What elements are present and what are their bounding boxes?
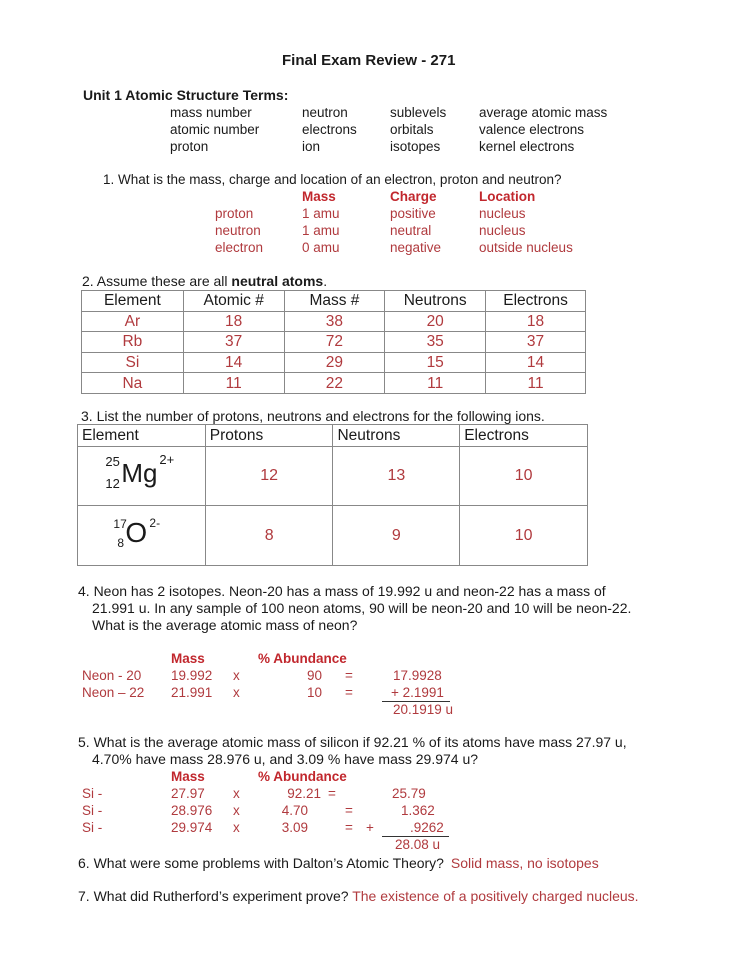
q5-abundance: 92.21 — [287, 786, 321, 801]
q4-eq: = — [345, 668, 353, 683]
col-atomic-number: Atomic # — [183, 291, 284, 312]
col-electrons: Electrons — [460, 425, 588, 447]
ion-notation-o — [111, 511, 171, 555]
q5-header-mass: Mass — [171, 769, 205, 784]
question-1: 1. What is the mass, charge and location of an electron, proton and neutron? — [103, 172, 562, 187]
question-3: 3. List the number of protons, neutrons and electrons for the following ions. — [81, 408, 545, 424]
col-neutrons: Neutrons — [333, 425, 460, 447]
q5-mass: 28.976 — [171, 803, 213, 818]
q4-total: 20.1919 u — [393, 702, 454, 717]
cell: Na — [82, 373, 184, 394]
q1-header-mass: Mass — [302, 189, 336, 204]
q4-op: x — [233, 668, 240, 683]
q5-plus: + — [366, 820, 374, 835]
col-element: Element — [78, 425, 206, 447]
q1-header-location: Location — [479, 189, 536, 204]
cell: 37 — [183, 332, 284, 353]
q1-mass: 0 amu — [302, 240, 340, 255]
q4-product: 17.9928 — [393, 668, 442, 683]
q4-isotope: Neon - 20 — [82, 668, 142, 683]
term: isotopes — [390, 139, 441, 154]
q5-op: x — [233, 786, 240, 801]
cell: 20 — [385, 311, 486, 332]
col-neutrons: Neutrons — [385, 291, 486, 312]
q4-abundance: 90 — [306, 668, 322, 683]
question-5-line-2: 4.70% have mass 28.976 u, and 3.09 % have mass 29.974 u? — [92, 751, 479, 767]
q5-eq: = — [328, 786, 336, 801]
cell: 18 — [183, 311, 284, 332]
q5-op: x — [233, 820, 240, 835]
question-7-answer: The existence of a positively charged nucleus. — [352, 888, 639, 904]
question-4-line-1: 4. Neon has 2 isotopes. Neon-20 has a mass of 19.992 u and neon-22 has a mass of — [78, 583, 606, 599]
q1-particle: proton — [215, 206, 254, 221]
cell: 37 — [486, 332, 586, 353]
cell: 35 — [385, 332, 486, 353]
table-header-row — [82, 291, 586, 312]
cell: 10 — [460, 506, 588, 566]
q4-abundance: 10 — [306, 685, 322, 700]
cell: Si — [82, 352, 184, 373]
col-protons: Protons — [205, 425, 333, 447]
table-row — [82, 352, 586, 373]
q1-particle: neutron — [215, 223, 261, 238]
cell: 8 — [205, 506, 333, 566]
table-row — [82, 373, 586, 394]
cell: 14 — [183, 352, 284, 373]
mass-number: 25 — [105, 453, 120, 469]
page-title: Final Exam Review - 271 — [282, 52, 456, 69]
q4-mass: 19.992 — [171, 668, 213, 683]
cell: 38 — [284, 311, 385, 332]
question-2-bold: neutral atoms — [231, 273, 324, 289]
ion-notation-mg — [101, 452, 181, 496]
question-4-line-2: 21.991 u. In any sample of 100 neon atoms, 90 will be neon-20 and 10 will be neon-22. — [92, 600, 632, 616]
term: atomic number — [170, 122, 260, 137]
q1-location: nucleus — [479, 206, 526, 221]
question-6-answer: Solid mass, no isotopes — [450, 855, 599, 871]
q5-eq: = — [345, 820, 353, 835]
term: neutron — [302, 105, 348, 120]
table-row — [82, 311, 586, 332]
term: mass number — [170, 105, 252, 120]
question-7-text: 7. What did Rutherford’s experiment prove? — [78, 888, 349, 904]
q5-abundance: 4.70 — [281, 803, 308, 818]
q1-particle: electron — [215, 240, 264, 255]
atomic-number: 8 — [117, 536, 125, 550]
cell: 22 — [284, 373, 385, 394]
q4-header-mass: Mass — [171, 651, 205, 666]
cell: 11 — [486, 373, 586, 394]
term: electrons — [302, 122, 357, 137]
element-symbol: Mg — [121, 457, 158, 488]
question-6-text: 6. What were some problems with Dalton’s Atomic Theory? — [78, 855, 444, 871]
q5-isotope: Si - — [82, 803, 103, 818]
ions-table — [77, 424, 588, 566]
mass-number: 17 — [113, 517, 127, 531]
col-electrons: Electrons — [486, 291, 586, 312]
cell: 13 — [333, 447, 460, 506]
ion-charge: 2- — [149, 516, 161, 530]
cell: Rb — [82, 332, 184, 353]
q1-mass: 1 amu — [302, 223, 340, 238]
ion-symbol-cell — [78, 447, 206, 506]
q1-charge: positive — [390, 206, 436, 221]
cell: 14 — [486, 352, 586, 373]
cell: 11 — [385, 373, 486, 394]
q5-product: 25.79 — [392, 786, 426, 801]
ion-charge: 2+ — [159, 451, 175, 467]
cell: 11 — [183, 373, 284, 394]
unit-heading: Unit 1 Atomic Structure Terms: — [83, 87, 289, 103]
term: proton — [170, 139, 209, 154]
q5-mass: 29.974 — [171, 820, 213, 835]
q5-abundance: 3.09 — [281, 820, 308, 835]
table-header-row — [78, 425, 588, 447]
neutral-atoms-table — [81, 290, 586, 394]
q5-header-abundance: % Abundance — [258, 769, 347, 784]
question-4-line-3: What is the average atomic mass of neon? — [92, 617, 358, 633]
cell: 29 — [284, 352, 385, 373]
q5-mass: 27.97 — [171, 786, 205, 801]
ion-symbol-cell — [78, 506, 206, 566]
col-mass-number: Mass # — [284, 291, 385, 312]
q4-mass: 21.991 — [171, 685, 213, 700]
question-6 — [78, 855, 599, 871]
question-7 — [78, 888, 639, 904]
q1-location: nucleus — [479, 223, 526, 238]
question-2-text: 2. Assume these are all — [82, 273, 232, 289]
q4-product: + 2.1991 — [391, 685, 444, 700]
element-symbol: O — [125, 517, 148, 548]
table-row — [78, 447, 588, 506]
question-2 — [82, 273, 327, 289]
cell: 15 — [385, 352, 486, 373]
cell: 9 — [333, 506, 460, 566]
cell: 18 — [486, 311, 586, 332]
table-row — [82, 332, 586, 353]
q4-header-abundance: % Abundance — [258, 651, 347, 666]
cell: 12 — [205, 447, 333, 506]
col-element: Element — [82, 291, 184, 312]
table-row — [78, 506, 588, 566]
q1-charge: neutral — [390, 223, 432, 238]
term: sublevels — [390, 105, 447, 120]
q5-isotope: Si - — [82, 786, 103, 801]
question-2-suffix: . — [323, 273, 328, 289]
question-5-line-1: 5. What is the average atomic mass of silicon if 92.21 % of its atoms have mass 27.97 u, — [78, 734, 627, 750]
q5-isotope: Si - — [82, 820, 103, 835]
q5-product: 1.362 — [401, 803, 435, 818]
term: valence electrons — [479, 122, 585, 137]
q1-header-charge: Charge — [390, 189, 437, 204]
q5-op: x — [233, 803, 240, 818]
cell: Ar — [82, 311, 184, 332]
q5-eq: = — [345, 803, 353, 818]
atomic-number: 12 — [105, 475, 120, 491]
term: average atomic mass — [479, 105, 608, 120]
q1-location: outside nucleus — [479, 240, 573, 255]
cell: 10 — [460, 447, 588, 506]
q5-product: .9262 — [410, 820, 444, 835]
q5-total: 28.08 u — [395, 837, 441, 852]
cell: 72 — [284, 332, 385, 353]
q4-isotope: Neon – 22 — [82, 685, 145, 700]
q4-eq: = — [345, 685, 353, 700]
q4-op: x — [233, 685, 240, 700]
q1-charge: negative — [390, 240, 442, 255]
term: kernel electrons — [479, 139, 575, 154]
term: orbitals — [390, 122, 434, 137]
term: ion — [302, 139, 321, 154]
q1-mass: 1 amu — [302, 206, 340, 221]
